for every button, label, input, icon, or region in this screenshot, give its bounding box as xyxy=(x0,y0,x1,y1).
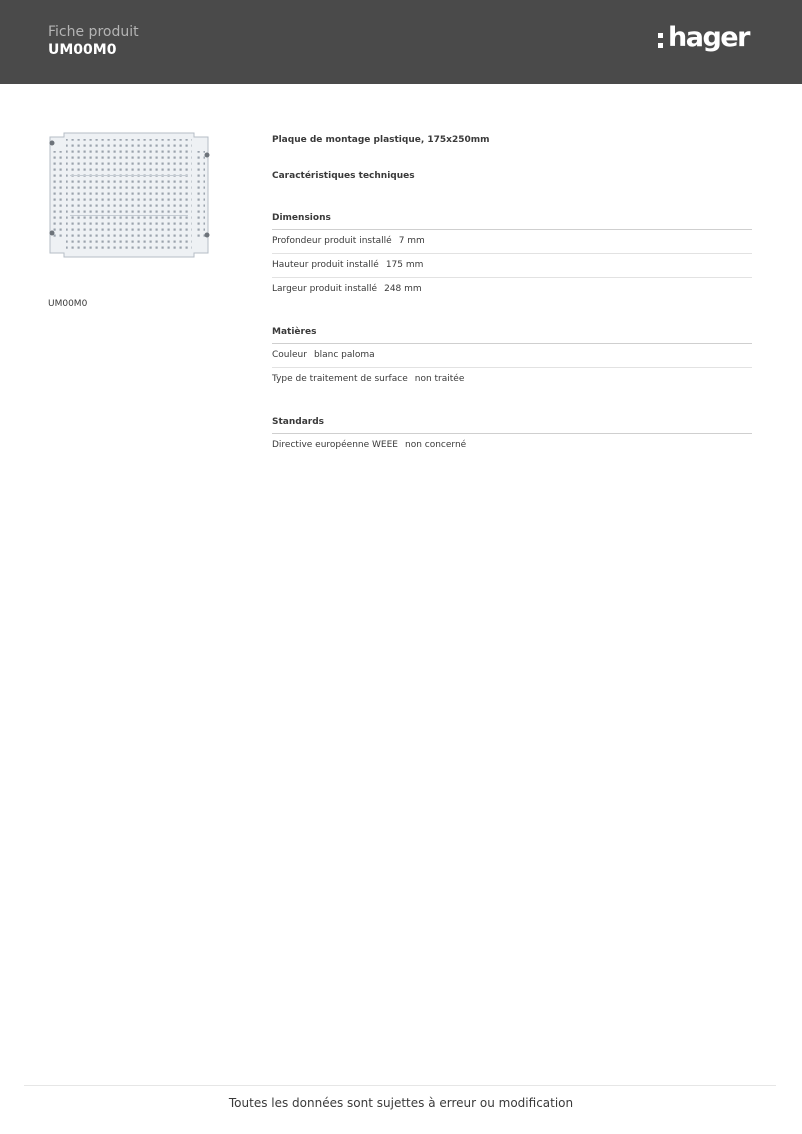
spec-label: Profondeur produit installé xyxy=(272,236,392,246)
technical-characteristics-heading: Caractéristiques techniques xyxy=(272,171,415,181)
page-header xyxy=(0,0,802,84)
spec-row xyxy=(272,368,752,391)
product-title: Plaque de montage plastique, 175x250mm xyxy=(272,135,490,145)
logo-dots-icon xyxy=(658,33,663,53)
section-title: Matières xyxy=(272,326,752,344)
spec-row xyxy=(272,254,752,278)
spec-value: 175 mm xyxy=(385,260,424,270)
spec-value: blanc paloma xyxy=(313,350,375,360)
spec-value: non traitée xyxy=(414,374,465,384)
spec-row xyxy=(272,278,752,301)
product-reference: UM00M0 xyxy=(48,299,88,309)
spec-label: Hauteur produit installé xyxy=(272,260,379,270)
hager-logo xyxy=(656,24,756,60)
spec-label: Largeur produit installé xyxy=(272,284,378,294)
mounting-plate-image xyxy=(46,131,212,259)
dimensions-section xyxy=(272,212,752,301)
spec-row xyxy=(272,344,752,368)
standards-section xyxy=(272,416,752,457)
logo-wordmark: hager xyxy=(668,22,749,53)
spec-label: Couleur xyxy=(272,350,307,360)
section-title: Standards xyxy=(272,416,752,434)
footer-disclaimer: Toutes les données sont sujettes à erreur ou modification xyxy=(228,1096,574,1110)
spec-value: 248 mm xyxy=(384,284,422,294)
spec-label: Directive européenne WEEE xyxy=(272,440,398,450)
footer-divider xyxy=(24,1085,776,1086)
product-details xyxy=(272,134,752,457)
spec-value: non concerné xyxy=(404,440,467,450)
spec-row xyxy=(272,434,752,457)
product-code-heading: UM00M0 xyxy=(48,42,117,58)
section-title: Dimensions xyxy=(272,212,752,230)
spec-row xyxy=(272,230,752,254)
spec-value: 7 mm xyxy=(398,236,425,246)
materials-section xyxy=(272,326,752,391)
document-type-label: Fiche produit xyxy=(48,24,139,40)
spec-label: Type de traitement de surface xyxy=(272,374,408,384)
